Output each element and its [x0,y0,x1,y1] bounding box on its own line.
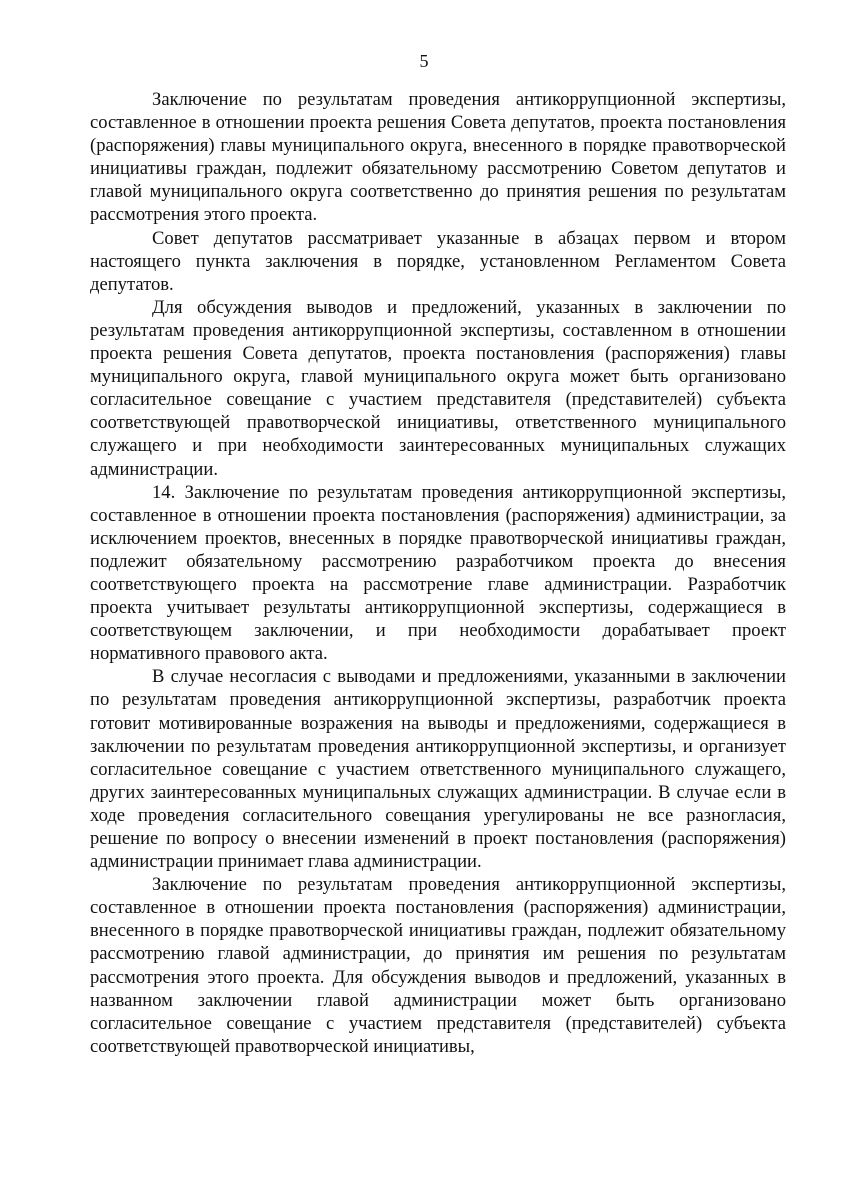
page-number: 5 [419,51,429,71]
paragraph-item-14: 14. Заключение по результатам проведения антикоррупционной экспертизы, составленное в отношении проекта постановления (распоряжения) администрации, за исключением проектов, внесенных в порядке правотворческой инициативы граждан, подлежит обязательному рассмотрению разработчиком проекта до внесения соответствующего проекта на рассмотрение главе администрации. Разработчик проекта учитывает результаты антикоррупционной экспертизы, содержащиеся в соответствующем заключении, и при необходимости дорабатывает проект нормативного правового акта. [90,481,786,665]
paragraph-citizen-initiative: Заключение по результатам проведения антикоррупционной экспертизы, составленное в отношении проекта постановления (распоряжения) администрации, внесенного в порядке правотворческой инициативы граждан, подлежит обязательному рассмотрению главой администрации, до принятия им решения по результатам рассмотрения этого проекта. Для обсуждения выводов и предложений, указанных в названном заключении главой администрации может быть организовано согласительное совещание с участием представителя (представителей) субъекта соответствующей правотворческой инициативы, [90,874,786,1057]
paragraph-conclusion-council: Заключение по результатам проведения антикоррупционной экспертизы, составленное в отношении проекта решения Совета депутатов, проекта постановления (распоряжения) главы муниципального округа, внесенного в порядке правотворческой инициативы граждан, подлежит обязательному рассмотрению Советом депутатов и главой муниципального округа соответственно до принятия решения по результатам рассмотрения этого проекта. [90,89,786,226]
document-body [90,88,786,1058]
paragraph-conciliation-meeting: Для обсуждения выводов и предложений, указанных в заключении по результатам проведения антикоррупционной экспертизы, составленном в отношении проекта решения Совета депутатов, проекта постановления (распоряжения) главы муниципального округа, главой муниципального округа может быть организовано согласительное совещание с участием представителя (представителей) субъекта соответствующей правотворческой инициативы, ответственного муниципального служащего и при необходимости заинтересованных муниципальных служащих администрации. [90,296,786,480]
paragraph-disagreement: В случае несогласия с выводами и предложениями, указанными в заключении по результатам проведения антикоррупционной экспертизы, разработчик проекта готовит мотивированные возражения на выводы и предложениями, содержащиеся в заключении по результатам проведения антикоррупционной экспертизы, и организует согласительное совещание с участием ответственного муниципального служащего, других заинтересованных муниципальных служащих администрации. В случае если в ходе проведения согласительного совещания урегулированы не все разногласия, решение по вопросу о внесении изменений в проект постановления (распоряжения) администрации принимает глава администрации. [90,666,786,873]
paragraph-council-review: Совет депутатов рассматривает указанные в абзацах первом и втором настоящего пункта заключения в порядке, установленном Регламентом Совета депутатов. [90,227,786,295]
